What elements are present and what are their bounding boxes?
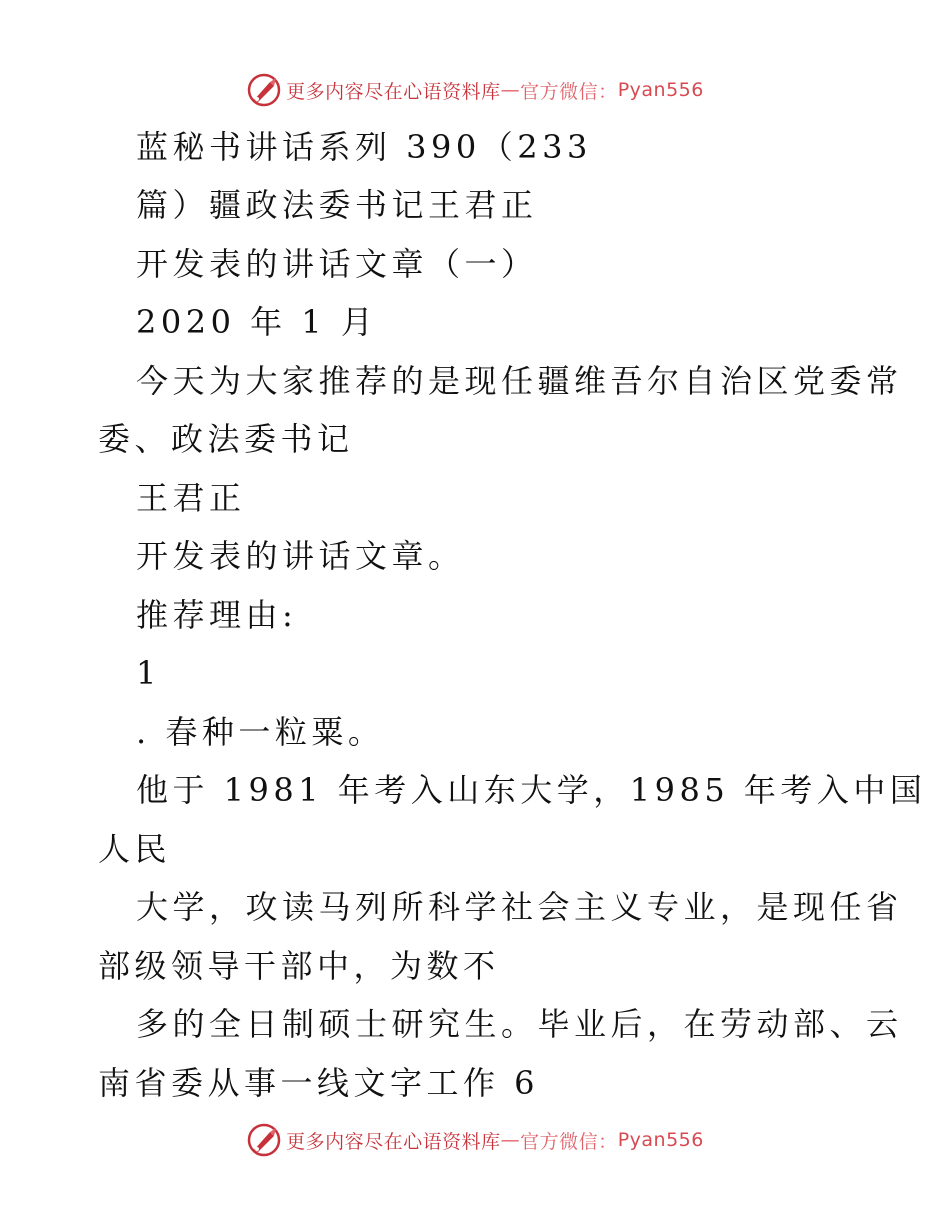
footer-text: 更多内容尽在心语资料库 bbox=[286, 1130, 501, 1153]
text-line: 部级领导干部中，为数不 bbox=[98, 947, 500, 985]
footer-banner bbox=[0, 1120, 950, 1160]
text-line: 蓝秘书讲话系列 390（233 bbox=[136, 128, 592, 166]
text-line: 篇）疆政法委书记王君正 bbox=[136, 186, 538, 224]
header-dash: — bbox=[500, 79, 521, 101]
text-line: 人民 bbox=[98, 830, 172, 868]
header-wechat: Pyan556 bbox=[617, 79, 704, 101]
pen-logo-icon bbox=[246, 72, 282, 108]
text-line: 他于 1981 年考入山东大学，1985 年考入中国 bbox=[136, 771, 927, 809]
pen-logo-icon bbox=[246, 1122, 282, 1158]
text-line: 开发表的讲话文章。 bbox=[136, 537, 465, 575]
header-banner bbox=[0, 70, 950, 110]
footer-wechat: Pyan556 bbox=[617, 1129, 704, 1151]
footer-sub: 官方微信： bbox=[520, 1130, 618, 1153]
text-line: 大学，攻读马列所科学社会主义专业，是现任省 bbox=[136, 888, 903, 926]
text-line: 王君正 bbox=[136, 479, 246, 517]
text-line: 推荐理由: bbox=[136, 596, 298, 634]
header-text: 更多内容尽在心语资料库 bbox=[286, 80, 501, 103]
text-line: . 春种一粒粟。 bbox=[136, 713, 385, 751]
header-sub: 官方微信： bbox=[520, 80, 618, 103]
text-line: 委、政法委书记 bbox=[98, 420, 354, 458]
text-line: 开发表的讲话文章（一） bbox=[136, 245, 538, 283]
text-line: 今天为大家推荐的是现任疆维吾尔自治区党委常 bbox=[136, 362, 903, 400]
text-line: 多的全日制硕士研究生。毕业后，在劳动部、云 bbox=[136, 1005, 903, 1043]
footer-dash: — bbox=[500, 1129, 521, 1151]
text-line: 2020 年 1 月 bbox=[136, 303, 378, 341]
text-line: 1 bbox=[136, 654, 161, 692]
text-line: 南省委从事一线文字工作 6 bbox=[98, 1064, 540, 1102]
